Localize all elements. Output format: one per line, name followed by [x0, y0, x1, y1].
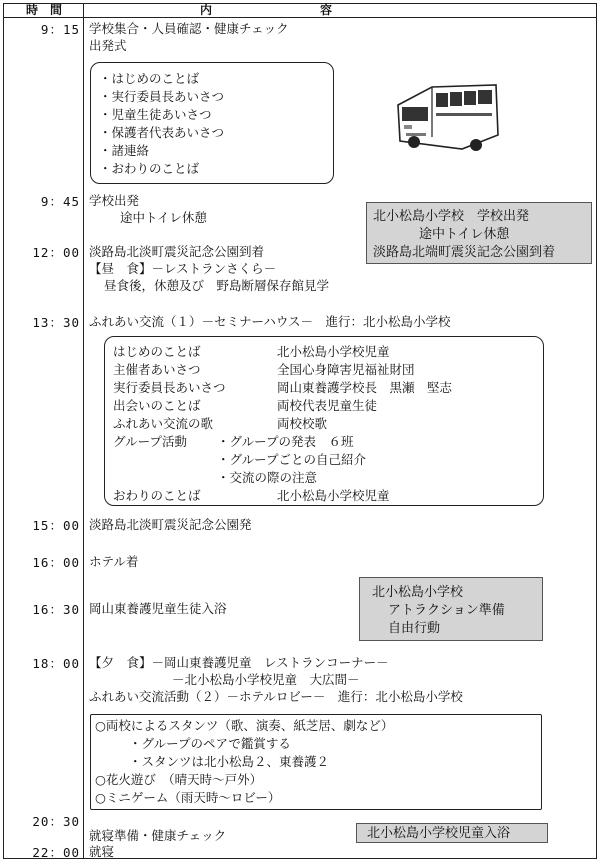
- program-who: 両校校歌: [277, 416, 328, 431]
- note-line: 北小松島小学校児童入浴: [367, 826, 511, 841]
- ceremony-box: [90, 62, 334, 184]
- activity-item: ○ミニゲーム（雨天時～ロビー）: [95, 790, 281, 805]
- s1800-line3: ふれあい交流活動（２）－ホテルロビー－ 進行：北小松島小学校: [89, 689, 463, 704]
- note-departure: [366, 202, 592, 264]
- activity-item: ○花火遊び （晴天時～戸外）: [95, 772, 263, 787]
- program-role: グループ活動: [113, 434, 188, 449]
- note-bath: [356, 823, 548, 843]
- time-2030: 20：30: [32, 814, 80, 829]
- program-role: 出会いのことば: [113, 398, 201, 413]
- ceremony-item: ・実行委員長あいさつ: [99, 89, 225, 104]
- s0915-line2: 出発式: [89, 38, 127, 53]
- ceremony-item: ・児童生徒あいさつ: [99, 107, 212, 122]
- program-who: ・グループの発表 ６班: [217, 434, 354, 449]
- header-content: 内 容: [200, 3, 333, 17]
- s1200-line1: 淡路島北淡町震災記念公園到着: [89, 244, 265, 259]
- program-who: 全国心身障害児福祉財団: [277, 362, 415, 377]
- time-1500: 15：00: [32, 518, 80, 533]
- ceremony-item: ・おわりのことば: [99, 161, 200, 176]
- program-role: はじめのことば: [113, 344, 201, 359]
- column-divider: [83, 3, 84, 859]
- program-role: おわりのことば: [113, 488, 201, 503]
- time-1330: 13：30: [32, 315, 80, 330]
- program-role: 主催者あいさつ: [113, 362, 201, 377]
- time-1200: 12：00: [32, 245, 80, 260]
- s1330-line1: ふれあい交流（１）－セミナーハウス－ 進行：北小松島小学校: [89, 314, 451, 329]
- program-who: 北小松島小学校児童: [277, 344, 390, 359]
- program-who: 両校代表児童生徒: [277, 398, 378, 413]
- activity-item: ○両校によるスタンツ（歌、演奏、紙芝居、劇など）: [95, 718, 394, 733]
- time-1800: 18：00: [32, 656, 80, 671]
- time-0915: 9：15: [40, 22, 80, 37]
- s1600-line1: ホテル着: [89, 554, 139, 569]
- time-1630: 16：30: [32, 602, 80, 617]
- s0915-line1: 学校集合・人員確認・健康チェック: [89, 21, 289, 36]
- program-box: [104, 336, 544, 506]
- time-1600: 16：00: [32, 555, 80, 570]
- s0945-line1: 学校出発: [89, 193, 140, 208]
- ceremony-item: ・保護者代表あいさつ: [99, 125, 225, 140]
- program-who: ・交流の際の注意: [217, 470, 318, 485]
- time-2200: 22：00: [32, 845, 80, 860]
- s1630-line1: 岡山東養護児童生徒入浴: [89, 601, 227, 616]
- bus-illustration: [392, 75, 502, 155]
- note-line: 淡路島北端町震災記念公園到着: [373, 245, 556, 260]
- time-0945: 9：45: [40, 194, 80, 209]
- s1500-line1: 淡路島北淡町震災記念公園発: [89, 517, 252, 532]
- program-role: 実行委員長あいさつ: [113, 380, 226, 395]
- program-who: 北小松島小学校児童: [277, 488, 390, 503]
- note-line: アトラクション準備: [388, 603, 505, 618]
- note-line: 北小松島小学校 学校出発: [373, 209, 530, 224]
- ceremony-item: ・はじめのことば: [99, 71, 200, 86]
- s2030-line1: 就寝準備・健康チェック: [89, 828, 227, 843]
- activity-item: ・スタンツは北小松島２、東養護２: [129, 754, 330, 769]
- activity-item: ・グループのペアで鑑賞する: [129, 736, 291, 751]
- header-divider: [3, 17, 597, 18]
- note-line: 自由行動: [388, 621, 441, 636]
- activities-box: [90, 714, 542, 810]
- header-time: 時 間: [25, 3, 62, 17]
- ceremony-item: ・諸連絡: [99, 143, 150, 158]
- note-attraction: [359, 577, 543, 641]
- s2200-line1: 就寝: [89, 844, 115, 859]
- program-who: ・グループごとの自己紹介: [217, 452, 367, 467]
- s1800-line2: －北小松島小学校児童 大広間－: [172, 672, 360, 687]
- s1800-line1: 【夕 食】－岡山東養護児童 レストランコーナー－: [89, 655, 389, 670]
- program-who: 岡山東養護学校長 黒瀬 堅志: [277, 380, 453, 395]
- s0945-line2: 途中トイレ休憩: [120, 210, 207, 225]
- note-line: 途中トイレ休憩: [419, 227, 510, 242]
- s1200-line3: 昼食後，休憩及び 野島断層保存館見学: [104, 278, 330, 293]
- note-line: 北小松島小学校: [372, 585, 464, 600]
- program-role: ふれあい交流の歌: [113, 416, 214, 431]
- s1200-line2: 【昼 食】－レストランさくら－: [89, 261, 277, 276]
